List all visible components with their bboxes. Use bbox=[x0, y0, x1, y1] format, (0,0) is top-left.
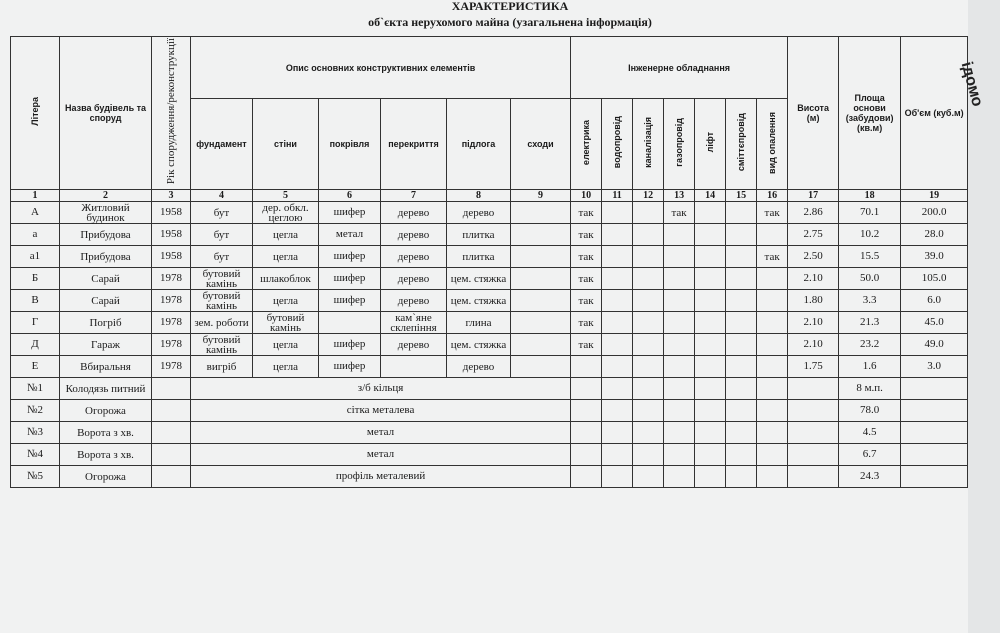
empty-cell bbox=[152, 466, 191, 488]
engineering-cell bbox=[726, 202, 757, 224]
engineering-cell bbox=[757, 356, 788, 378]
header-area: Площа основи (забудови) (кв.м) bbox=[839, 37, 901, 190]
stairs-cell bbox=[511, 224, 571, 246]
empty-cell bbox=[633, 400, 664, 422]
roof-cell: шифер bbox=[319, 334, 381, 356]
empty-cell bbox=[695, 378, 726, 400]
empty-cell bbox=[757, 466, 788, 488]
foundation-cell: вигріб bbox=[191, 356, 253, 378]
engineering-cell bbox=[602, 246, 633, 268]
structure-name-cell: Ворота з хв. bbox=[60, 444, 152, 466]
height-cell: 1.75 bbox=[788, 356, 839, 378]
floor-cell: дерево bbox=[447, 356, 511, 378]
engineering-cell bbox=[602, 224, 633, 246]
empty-cell bbox=[152, 400, 191, 422]
building-name-cell: Прибудова bbox=[60, 224, 152, 246]
height-cell: 2.10 bbox=[788, 334, 839, 356]
empty-cell bbox=[152, 422, 191, 444]
empty-cell bbox=[664, 422, 695, 444]
engineering-cell bbox=[726, 312, 757, 334]
engineering-cell bbox=[757, 224, 788, 246]
engineering-cell: так bbox=[571, 268, 602, 290]
empty-cell bbox=[788, 422, 839, 444]
year-cell: 1978 bbox=[152, 334, 191, 356]
empty-cell bbox=[633, 422, 664, 444]
structure-name-cell: Огорожа bbox=[60, 400, 152, 422]
empty-cell bbox=[757, 400, 788, 422]
structure-description-cell: з/б кільця bbox=[191, 378, 571, 400]
litera-cell: №4 bbox=[11, 444, 60, 466]
header-construction: Опис основних конструктивних елементів bbox=[191, 37, 571, 99]
structure-row bbox=[11, 466, 968, 488]
engineering-cell bbox=[664, 268, 695, 290]
empty-cell bbox=[571, 422, 602, 444]
foundation-cell: бутовий камінь bbox=[191, 290, 253, 312]
engineering-cell: так bbox=[664, 202, 695, 224]
empty-cell bbox=[602, 466, 633, 488]
engineering-cell bbox=[695, 312, 726, 334]
roof-cell: шифер bbox=[319, 268, 381, 290]
litera-cell: а bbox=[11, 224, 60, 246]
building-row bbox=[11, 246, 968, 268]
adjacent-page-edge bbox=[957, 0, 1000, 633]
engineering-cell bbox=[633, 246, 664, 268]
area-cell: 70.1 bbox=[839, 202, 901, 224]
empty-cell bbox=[633, 466, 664, 488]
roof-cell: шифер bbox=[319, 356, 381, 378]
engineering-cell bbox=[602, 334, 633, 356]
foundation-cell: бутовий камінь bbox=[191, 268, 253, 290]
height-cell: 2.86 bbox=[788, 202, 839, 224]
engineering-cell bbox=[633, 356, 664, 378]
engineering-cell bbox=[726, 356, 757, 378]
header-roof: покрівля bbox=[319, 99, 381, 190]
header-electricity: електрика bbox=[571, 99, 602, 190]
engineering-cell bbox=[757, 334, 788, 356]
header-sewage: каналізація bbox=[633, 99, 664, 190]
litera-cell: №3 bbox=[11, 422, 60, 444]
litera-cell: №2 bbox=[11, 400, 60, 422]
stairs-cell bbox=[511, 246, 571, 268]
header-engineering: Інженерне обладнання bbox=[571, 37, 788, 99]
engineering-cell: так bbox=[571, 312, 602, 334]
floor-cell: цем. стяжка bbox=[447, 334, 511, 356]
ceiling-cell: кам`яне склепіння bbox=[381, 312, 447, 334]
area-cell: 8 м.п. bbox=[839, 378, 901, 400]
engineering-cell bbox=[633, 202, 664, 224]
empty-cell bbox=[726, 466, 757, 488]
empty-cell bbox=[633, 444, 664, 466]
engineering-cell: так bbox=[757, 202, 788, 224]
structure-name-cell: Колодязь питний bbox=[60, 378, 152, 400]
stairs-cell bbox=[511, 268, 571, 290]
header-heating: вид опалення bbox=[757, 99, 788, 190]
ceiling-cell: дерево bbox=[381, 334, 447, 356]
floor-cell: цем. стяжка bbox=[447, 268, 511, 290]
stairs-cell bbox=[511, 202, 571, 224]
engineering-cell bbox=[726, 246, 757, 268]
empty-cell bbox=[757, 422, 788, 444]
empty-cell bbox=[788, 466, 839, 488]
building-name-cell: Вбиральня bbox=[60, 356, 152, 378]
litera-cell: А bbox=[11, 202, 60, 224]
year-cell: 1958 bbox=[152, 224, 191, 246]
roof-cell: шифер bbox=[319, 202, 381, 224]
empty-cell bbox=[901, 378, 968, 400]
engineering-cell bbox=[695, 268, 726, 290]
structure-description-cell: профіль металевий bbox=[191, 466, 571, 488]
volume-cell: 49.0 bbox=[901, 334, 968, 356]
empty-cell bbox=[664, 444, 695, 466]
empty-cell bbox=[152, 378, 191, 400]
building-name-cell: Погріб bbox=[60, 312, 152, 334]
litera-cell: №5 bbox=[11, 466, 60, 488]
empty-cell bbox=[695, 422, 726, 444]
engineering-cell bbox=[757, 312, 788, 334]
engineering-cell bbox=[695, 290, 726, 312]
building-name-cell: Прибудова bbox=[60, 246, 152, 268]
area-cell: 3.3 bbox=[839, 290, 901, 312]
empty-cell bbox=[602, 378, 633, 400]
empty-cell bbox=[695, 466, 726, 488]
year-cell: 1958 bbox=[152, 246, 191, 268]
volume-cell: 6.0 bbox=[901, 290, 968, 312]
walls-cell: цегла bbox=[253, 224, 319, 246]
empty-cell bbox=[695, 444, 726, 466]
document-title: ХАРАКТЕРИСТИКА bbox=[451, 0, 569, 13]
empty-cell bbox=[788, 400, 839, 422]
year-cell: 1978 bbox=[152, 356, 191, 378]
volume-cell: 45.0 bbox=[901, 312, 968, 334]
engineering-cell bbox=[757, 290, 788, 312]
stairs-cell bbox=[511, 290, 571, 312]
year-cell: 1978 bbox=[152, 268, 191, 290]
foundation-cell: бут bbox=[191, 224, 253, 246]
empty-cell bbox=[633, 378, 664, 400]
empty-cell bbox=[726, 444, 757, 466]
area-cell: 23.2 bbox=[839, 334, 901, 356]
engineering-cell bbox=[664, 356, 695, 378]
height-cell: 1.80 bbox=[788, 290, 839, 312]
header-floor: підлога bbox=[447, 99, 511, 190]
engineering-cell bbox=[633, 312, 664, 334]
area-cell: 78.0 bbox=[839, 400, 901, 422]
document-subtitle: об`єкта нерухомого майна (узагальнена інформація) bbox=[368, 15, 652, 29]
area-cell: 21.3 bbox=[839, 312, 901, 334]
empty-cell bbox=[571, 378, 602, 400]
volume-cell: 3.0 bbox=[901, 356, 968, 378]
structure-row bbox=[11, 422, 968, 444]
empty-cell bbox=[726, 400, 757, 422]
empty-cell bbox=[571, 400, 602, 422]
header-litera: Літера bbox=[11, 37, 60, 190]
empty-cell bbox=[602, 444, 633, 466]
engineering-cell: так bbox=[571, 202, 602, 224]
floor-cell: глина bbox=[447, 312, 511, 334]
header-lift: ліфт bbox=[695, 99, 726, 190]
litera-cell: Б bbox=[11, 268, 60, 290]
area-cell: 15.5 bbox=[839, 246, 901, 268]
engineering-cell bbox=[664, 312, 695, 334]
engineering-cell bbox=[664, 224, 695, 246]
building-row bbox=[11, 224, 968, 246]
year-cell: 1978 bbox=[152, 312, 191, 334]
floor-cell: цем. стяжка bbox=[447, 290, 511, 312]
header-gas: газопровід bbox=[664, 99, 695, 190]
foundation-cell: бутовий камінь bbox=[191, 334, 253, 356]
engineering-cell: так bbox=[757, 246, 788, 268]
foundation-cell: бут bbox=[191, 202, 253, 224]
header-garbage: сміттєпровід bbox=[726, 99, 757, 190]
empty-cell bbox=[571, 444, 602, 466]
litera-cell: В bbox=[11, 290, 60, 312]
header-name: Назва будівель та споруд bbox=[60, 37, 152, 190]
stairs-cell bbox=[511, 356, 571, 378]
litera-cell: №1 bbox=[11, 378, 60, 400]
area-cell: 6.7 bbox=[839, 444, 901, 466]
ceiling-cell: дерево bbox=[381, 246, 447, 268]
empty-cell bbox=[726, 378, 757, 400]
ceiling-cell: дерево bbox=[381, 268, 447, 290]
foundation-cell: зем. роботи bbox=[191, 312, 253, 334]
empty-cell bbox=[757, 378, 788, 400]
floor-cell: плитка bbox=[447, 246, 511, 268]
engineering-cell bbox=[726, 290, 757, 312]
structure-row bbox=[11, 400, 968, 422]
empty-cell bbox=[664, 378, 695, 400]
header-water: водопровід bbox=[602, 99, 633, 190]
height-cell: 2.10 bbox=[788, 312, 839, 334]
roof-cell: шифер bbox=[319, 246, 381, 268]
engineering-cell bbox=[695, 334, 726, 356]
building-name-cell: Житловий будинок bbox=[60, 202, 152, 224]
area-cell: 10.2 bbox=[839, 224, 901, 246]
height-cell: 2.10 bbox=[788, 268, 839, 290]
engineering-cell: так bbox=[571, 290, 602, 312]
engineering-cell bbox=[633, 290, 664, 312]
area-cell: 1.6 bbox=[839, 356, 901, 378]
engineering-cell bbox=[726, 334, 757, 356]
litera-cell: Г bbox=[11, 312, 60, 334]
header-volume: Об'єм (куб.м) bbox=[901, 37, 968, 190]
engineering-cell: так bbox=[571, 246, 602, 268]
structure-row bbox=[11, 444, 968, 466]
litera-cell: Д bbox=[11, 334, 60, 356]
structure-row bbox=[11, 378, 968, 400]
walls-cell: цегла bbox=[253, 356, 319, 378]
building-row bbox=[11, 334, 968, 356]
empty-cell bbox=[788, 378, 839, 400]
volume-cell: 200.0 bbox=[901, 202, 968, 224]
engineering-cell bbox=[664, 246, 695, 268]
empty-cell bbox=[901, 444, 968, 466]
empty-cell bbox=[788, 444, 839, 466]
litera-cell: Е bbox=[11, 356, 60, 378]
floor-cell: дерево bbox=[447, 202, 511, 224]
ceiling-cell bbox=[381, 356, 447, 378]
engineering-cell bbox=[695, 246, 726, 268]
walls-cell: цегла bbox=[253, 246, 319, 268]
building-row bbox=[11, 268, 968, 290]
header-height: Висота (м) bbox=[788, 37, 839, 190]
empty-cell bbox=[901, 466, 968, 488]
empty-cell bbox=[664, 466, 695, 488]
litera-cell: а1 bbox=[11, 246, 60, 268]
header-stairs: сходи bbox=[511, 99, 571, 190]
building-name-cell: Гараж bbox=[60, 334, 152, 356]
empty-cell bbox=[664, 400, 695, 422]
engineering-cell bbox=[633, 334, 664, 356]
header-ceiling: перекриття bbox=[381, 99, 447, 190]
structure-description-cell: метал bbox=[191, 422, 571, 444]
year-cell: 1958 bbox=[152, 202, 191, 224]
stairs-cell bbox=[511, 334, 571, 356]
engineering-cell bbox=[664, 334, 695, 356]
header-walls: стіни bbox=[253, 99, 319, 190]
empty-cell bbox=[901, 400, 968, 422]
ceiling-cell: дерево bbox=[381, 224, 447, 246]
header-foundation: фундамент bbox=[191, 99, 253, 190]
volume-cell: 28.0 bbox=[901, 224, 968, 246]
structure-name-cell: Ворота з хв. bbox=[60, 422, 152, 444]
engineering-cell bbox=[726, 268, 757, 290]
engineering-cell bbox=[695, 202, 726, 224]
header-year: Рік спорудження/реконструкції bbox=[152, 37, 191, 190]
building-name-cell: Сарай bbox=[60, 290, 152, 312]
engineering-cell bbox=[602, 268, 633, 290]
building-name-cell: Сарай bbox=[60, 268, 152, 290]
engineering-cell bbox=[695, 356, 726, 378]
building-row bbox=[11, 312, 968, 334]
empty-cell bbox=[757, 444, 788, 466]
area-cell: 4.5 bbox=[839, 422, 901, 444]
empty-cell bbox=[602, 422, 633, 444]
walls-cell: цегла bbox=[253, 334, 319, 356]
area-cell: 50.0 bbox=[839, 268, 901, 290]
engineering-cell bbox=[695, 224, 726, 246]
year-cell: 1978 bbox=[152, 290, 191, 312]
height-cell: 2.75 bbox=[788, 224, 839, 246]
building-row bbox=[11, 290, 968, 312]
engineering-cell bbox=[633, 224, 664, 246]
empty-cell bbox=[602, 400, 633, 422]
engineering-cell bbox=[602, 290, 633, 312]
structure-description-cell: сітка металева bbox=[191, 400, 571, 422]
building-row bbox=[11, 202, 968, 224]
volume-cell: 39.0 bbox=[901, 246, 968, 268]
column-numbers-row: 1 2 3 4 5 6 7 8 9 10 11 12 13 14 15 16 17 18 19 bbox=[11, 190, 968, 202]
structure-name-cell: Огорожа bbox=[60, 466, 152, 488]
building-row bbox=[11, 356, 968, 378]
empty-cell bbox=[152, 444, 191, 466]
foundation-cell: бут bbox=[191, 246, 253, 268]
empty-cell bbox=[695, 400, 726, 422]
engineering-cell bbox=[664, 290, 695, 312]
engineering-cell: так bbox=[571, 224, 602, 246]
floor-cell: плитка bbox=[447, 224, 511, 246]
walls-cell: цегла bbox=[253, 290, 319, 312]
engineering-cell bbox=[602, 356, 633, 378]
engineering-cell bbox=[757, 268, 788, 290]
area-cell: 24.3 bbox=[839, 466, 901, 488]
structure-description-cell: метал bbox=[191, 444, 571, 466]
ceiling-cell: дерево bbox=[381, 290, 447, 312]
characteristics-table bbox=[10, 36, 968, 488]
ceiling-cell: дерево bbox=[381, 202, 447, 224]
engineering-cell bbox=[571, 356, 602, 378]
empty-cell bbox=[901, 422, 968, 444]
engineering-cell bbox=[602, 312, 633, 334]
roof-cell: метал bbox=[319, 224, 381, 246]
adjacent-page-text: ідомо bbox=[957, 60, 986, 109]
empty-cell bbox=[571, 466, 602, 488]
walls-cell: бутовий камінь bbox=[253, 312, 319, 334]
stairs-cell bbox=[511, 312, 571, 334]
walls-cell: дер. обкл. цеглою bbox=[253, 202, 319, 224]
engineering-cell bbox=[633, 268, 664, 290]
roof-cell bbox=[319, 312, 381, 334]
engineering-cell bbox=[726, 224, 757, 246]
height-cell: 2.50 bbox=[788, 246, 839, 268]
walls-cell: шлакоблок bbox=[253, 268, 319, 290]
volume-cell: 105.0 bbox=[901, 268, 968, 290]
engineering-cell bbox=[602, 202, 633, 224]
empty-cell bbox=[726, 422, 757, 444]
engineering-cell: так bbox=[571, 334, 602, 356]
roof-cell: шифер bbox=[319, 290, 381, 312]
